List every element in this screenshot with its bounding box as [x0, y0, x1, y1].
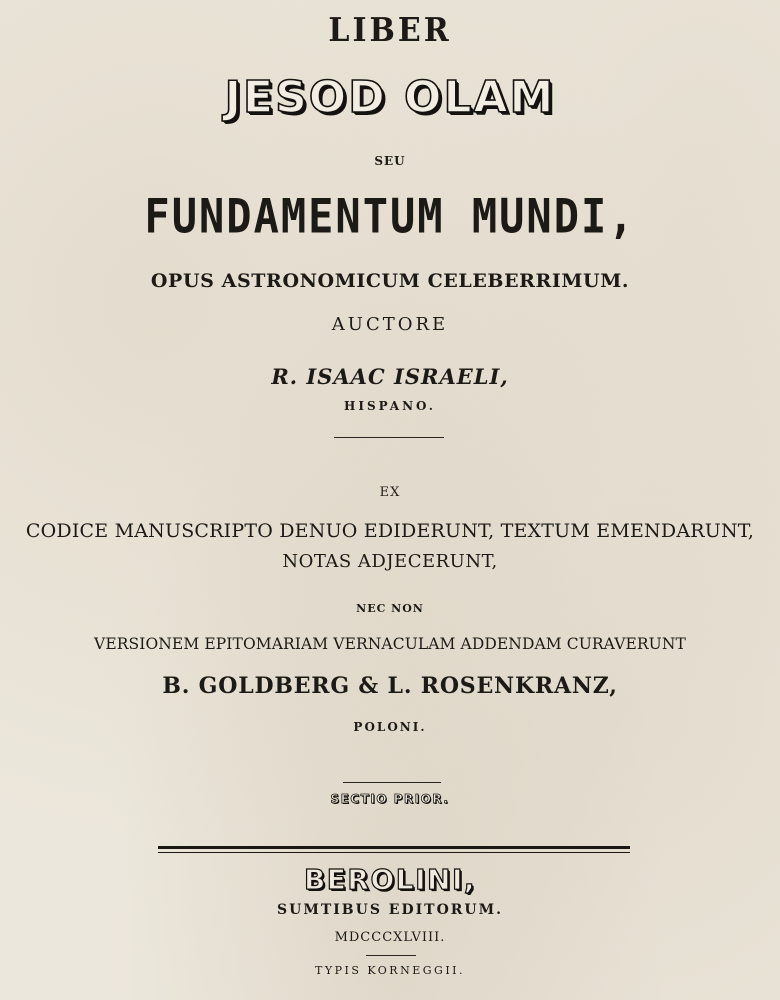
imprint-year: MDCCCXLVIII. — [334, 930, 446, 945]
title-jesod-olam: JESOD OLAM — [224, 72, 556, 123]
section-label: SECTIO PRIOR. — [330, 792, 450, 806]
divider-rule-2 — [343, 782, 441, 783]
imprint-rule-thin — [158, 852, 630, 853]
title-liber: LIBER — [328, 11, 452, 50]
editorial-statement: CODICE MANUSCRIPTO DENUO EDIDERUNT, TEXTUM EMENDARUNT, — [25, 520, 755, 542]
label-auctore: AUCTORE — [331, 314, 449, 335]
author-name: R. ISAAC ISRAELI, — [271, 364, 509, 389]
imprint-publisher: SUMTIBUS EDITORUM. — [277, 902, 503, 918]
word-nec-non: NEC NON — [356, 602, 424, 615]
imprint-place: BEROLINI, — [303, 863, 477, 896]
editors-origin: POLONI. — [353, 720, 427, 734]
imprint-printer: TYPIS KORNEGGII. — [314, 964, 466, 977]
divider-rule-1 — [334, 437, 444, 438]
conjunction-seu: SEU — [374, 154, 406, 168]
editorial-notes: NOTAS ADJECERUNT, — [282, 551, 498, 572]
divider-rule-3 — [366, 955, 416, 956]
imprint-rule-thick — [158, 846, 630, 849]
word-ex: EX — [379, 485, 401, 500]
editors-names: B. GOLDBERG & L. ROSENKRANZ, — [162, 673, 618, 699]
subtitle-fundamentum-mundi: FUNDAMENTUM MUNDI, — [144, 189, 636, 244]
description-opus: OPUS ASTRONOMICUM CELEBERRIMUM. — [150, 270, 630, 292]
translation-statement: VERSIONEM EPITOMARIAM VERNACULAM ADDENDAM CURAVERUNT — [94, 635, 686, 653]
author-origin: HISPANO. — [344, 399, 436, 413]
